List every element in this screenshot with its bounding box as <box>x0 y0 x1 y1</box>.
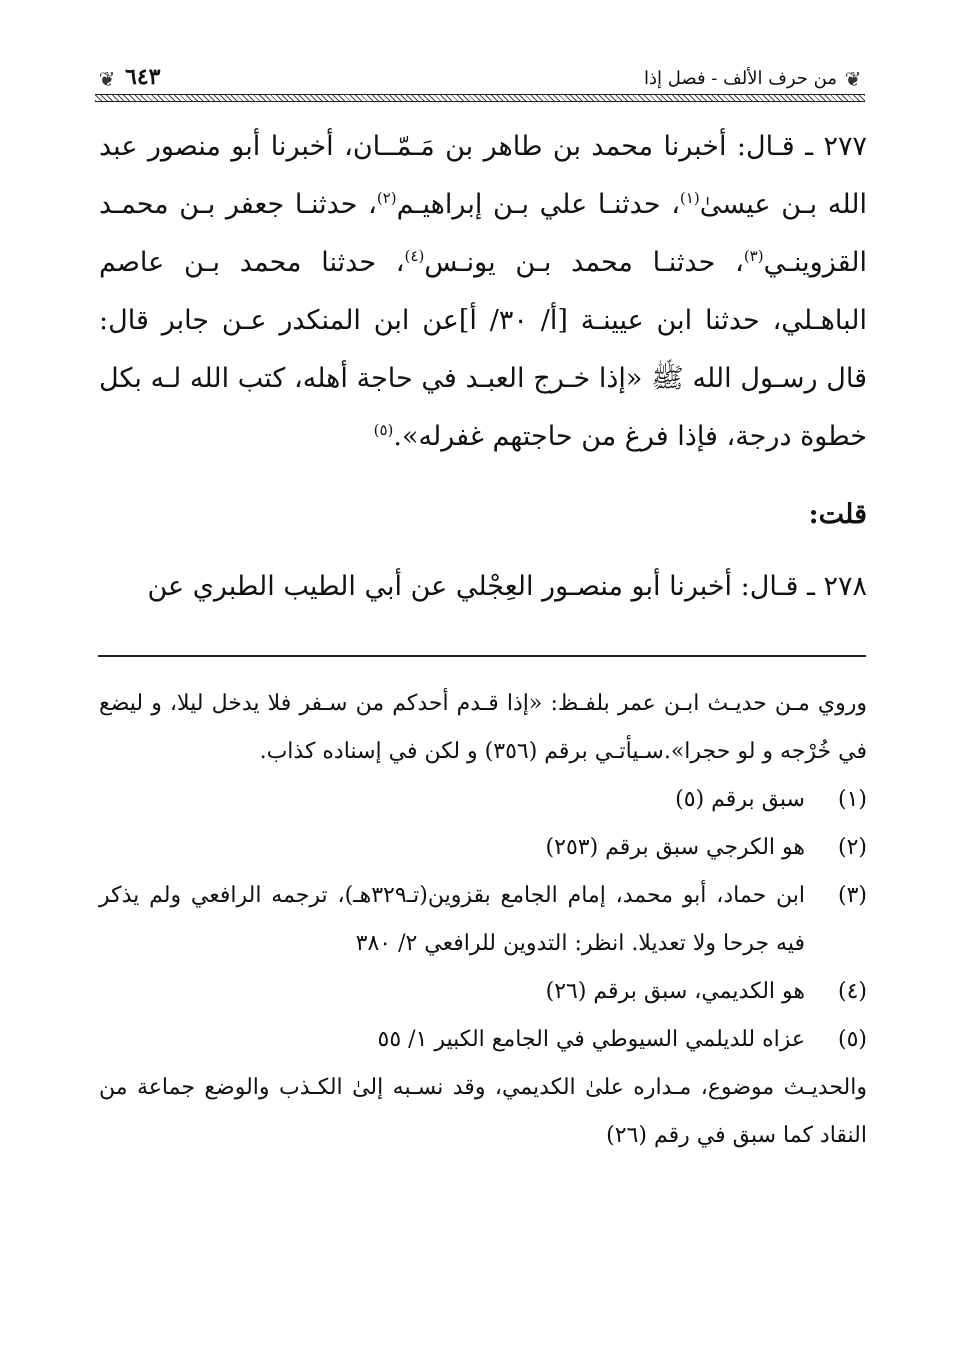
main-text <box>99 118 867 616</box>
hadith-277-text-1: ٢٧٧ ـ قـال: أخبرنا محمد بن طاهر بن مَـمّــان، أخبرنا أبو منصور عبد الله بـن عيسىٰ <box>99 131 867 220</box>
footnote-text: هو الكديمي، سبق برقم (٢٦) <box>545 979 805 1004</box>
running-header <box>95 62 865 102</box>
hadith-277-text-2: ، حدثنـا علي بـن إبراهيـم <box>396 189 680 220</box>
page-number: ٦٤٣ <box>125 64 161 90</box>
footnote-item <box>99 968 867 1016</box>
footnote-item <box>99 776 867 824</box>
footnote-number: (٤) <box>837 979 867 1004</box>
hadith-277-text-3: ، حدثنـا جعفر بـن محمـد القزوينـي <box>99 189 867 278</box>
footnote-ref-3: (٣) <box>743 247 764 265</box>
footnote-closing: والحديـث موضوع، مـداره علىٰ الكديمي، وقد نسـبه إلىٰ الكـذب والوضع جماعة من النقاد كما سبق في رقم (٢٦) <box>99 1075 867 1148</box>
footnote-ref-5: (٥) <box>373 421 394 439</box>
footnote-number: (٥) <box>837 1027 867 1052</box>
running-title: من حرف الألف - فصل إذا <box>644 68 837 89</box>
footnote-text: سبق برقم (٥) <box>675 787 805 812</box>
footnotes <box>99 680 867 1160</box>
footnote-text: عزاه للديلمي السيوطي في الجامع الكبير ١/ ٥٥ <box>377 1027 805 1052</box>
hadith-277-text-4: ، حدثنـا محمد بـن يونـس <box>424 247 744 278</box>
footnote-number: (٢) <box>837 835 867 860</box>
section-heading: قلت: <box>808 499 867 530</box>
header-border <box>95 94 865 102</box>
footnote-continuation: وروي مـن حديـث ابـن عمر بلفـظ: «إذا قـدم أحدكم من سـفر فلا يدخل ليلا، و ليضع في خُرْجه و لو حجرا».سـيأتـي برقم (٣٥٦) و لكن في إسناده كذاب. <box>99 691 867 764</box>
footnote-text: ابن حماد، أبو محمد، إمام الجامع بقزوين(تـ٣٢٩هـ)، ترجمه الرافعي ولم يذكر فيه جرحا ولا تعديلا. انظر: التدوين للرافعي ٢/ ٣٨٠ <box>99 883 805 956</box>
hadith-277 <box>99 118 867 466</box>
footnote-item <box>99 872 867 968</box>
footnote-separator <box>98 655 866 657</box>
footnote-ref-2: (٢) <box>376 189 397 207</box>
footnote-text: هو الكرجي سبق برقم (٢٥٣) <box>545 835 805 860</box>
hadith-277-text-5: ، حدثنا محمد بـن عاصم الباهـلي، حدثنا ابن عيينـة [أ/ ٣٠/ أ]عن ابن المنكدر عـن جابر قال: قال رسـول الله ﷺ «إذا خـرج العبـد في حاجة أهله، كتب الله لـه بكل خطوة درجة، فإذا فرغ من حاجتهم غفرله». <box>99 247 868 452</box>
footnote-item <box>99 824 867 872</box>
ornament-right-icon: ❦ <box>844 67 862 91</box>
footnote-ref-4: (٤) <box>404 247 425 265</box>
footnote-number: (١) <box>837 787 867 812</box>
footnote-number: (٣) <box>837 883 867 908</box>
footnote-ref-1: (١) <box>679 189 700 207</box>
hadith-278: ٢٧٨ ـ قـال: أخبرنا أبو منصـور العِجْلي عن أبي الطيب الطبري عن <box>147 571 867 602</box>
ornament-left-icon: ❦ <box>98 67 116 91</box>
footnote-item <box>99 1016 867 1064</box>
